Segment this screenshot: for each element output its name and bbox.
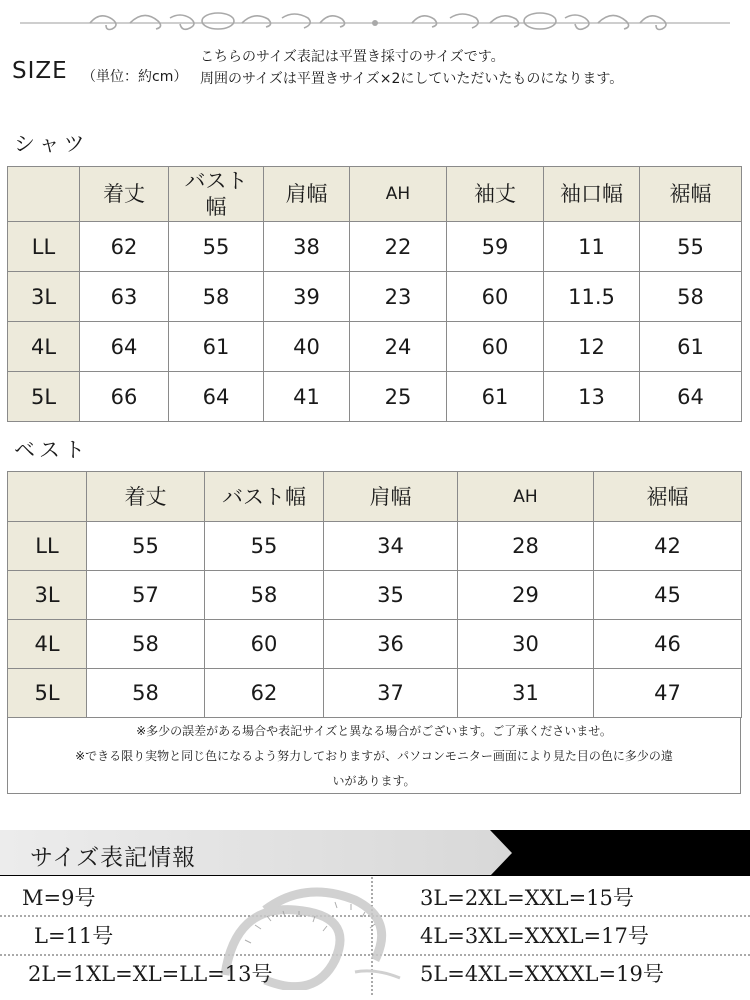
row-size-label: 4L: [8, 322, 80, 372]
table-cell: 60: [447, 272, 544, 322]
table-cell: 41: [264, 372, 350, 422]
table-cell: 55: [640, 222, 742, 272]
size-equivalence: 5L=4XL=XXXXL=19号: [420, 962, 664, 986]
vest-header-row: [8, 472, 742, 522]
table-cell: 66: [80, 372, 169, 422]
table-cell: 64: [640, 372, 742, 422]
table-cell: 58: [640, 272, 742, 322]
table-cell: 28: [458, 522, 594, 571]
col-header: AH: [458, 472, 594, 522]
table-cell: 55: [87, 522, 205, 571]
ornament-divider: [20, 6, 730, 36]
table-cell: 29: [458, 571, 594, 620]
col-header: 着丈: [87, 472, 205, 522]
row-size-label: 3L: [8, 571, 87, 620]
table-row: [8, 372, 742, 422]
table-cell: 61: [169, 322, 264, 372]
shirt-section-title: シャツ: [14, 132, 89, 156]
size-note-line: 周囲のサイズは平置きサイズ×2にしていただいたものになります。: [200, 71, 624, 87]
shirt-size-table: [7, 166, 742, 422]
table-cell: 31: [458, 669, 594, 718]
table-cell: 60: [205, 620, 324, 669]
col-header: AH: [350, 167, 447, 222]
table-cell: 35: [324, 571, 458, 620]
table-cell: 58: [169, 272, 264, 322]
row-size-label: 3L: [8, 272, 80, 322]
disclaimer-notes: [7, 718, 741, 794]
note-line: ※できる限り実物と同じ色になるよう努力しておりますが、パソコンモニター画面により見た目の色に多少の違: [75, 749, 673, 763]
table-cell: 64: [169, 372, 264, 422]
table-cell: 58: [87, 620, 205, 669]
table-row: [8, 272, 742, 322]
table-cell: 63: [80, 272, 169, 322]
size-equivalence: 3L=2XL=XXL=15号: [420, 886, 634, 910]
size-info-section: [0, 830, 750, 1000]
col-header: 裾幅: [640, 167, 742, 222]
table-cell: 38: [264, 222, 350, 272]
table-cell: 12: [544, 322, 640, 372]
row-size-label: LL: [8, 222, 80, 272]
table-cell: 47: [594, 669, 742, 718]
corner-cell: [8, 472, 87, 522]
col-header: 肩幅: [324, 472, 458, 522]
col-header: [169, 167, 264, 222]
table-cell: 57: [87, 571, 205, 620]
size-label: SIZE: [12, 58, 68, 84]
corner-cell: [8, 167, 80, 222]
table-row: [8, 522, 742, 571]
table-row: [8, 669, 742, 718]
table-cell: 62: [80, 222, 169, 272]
table-cell: 55: [205, 522, 324, 571]
table-cell: 61: [447, 372, 544, 422]
note-line: ※多少の誤差がある場合や表記サイズと異なる場合がございます。ご了承くださいませ。: [136, 724, 612, 738]
vest-section-title: ベスト: [14, 438, 89, 462]
table-cell: 59: [447, 222, 544, 272]
vest-size-table: [7, 471, 742, 718]
table-cell: 24: [350, 322, 447, 372]
table-cell: 13: [544, 372, 640, 422]
size-equivalence: L=11号: [34, 924, 114, 948]
table-row: [8, 222, 742, 272]
shirt-header-row: [8, 167, 742, 222]
table-cell: 23: [350, 272, 447, 322]
col-header: 袖丈: [447, 167, 544, 222]
table-cell: 30: [458, 620, 594, 669]
table-cell: 61: [640, 322, 742, 372]
row-size-label: 5L: [8, 669, 87, 718]
table-cell: 64: [80, 322, 169, 372]
table-cell: 36: [324, 620, 458, 669]
size-note-line: こちらのサイズ表記は平置き採寸のサイズです。: [200, 49, 505, 65]
table-cell: 39: [264, 272, 350, 322]
size-info-title: サイズ表記情報: [30, 845, 197, 871]
col-header-line: バスト: [184, 169, 248, 193]
col-header: バスト幅: [205, 472, 324, 522]
table-cell: 34: [324, 522, 458, 571]
table-row: [8, 322, 742, 372]
table-cell: 11.5: [544, 272, 640, 322]
table-cell: 58: [87, 669, 205, 718]
unit-label: （単位：約cm）: [82, 69, 188, 85]
row-size-label: LL: [8, 522, 87, 571]
row-size-label: 4L: [8, 620, 87, 669]
table-cell: 58: [205, 571, 324, 620]
col-header: 裾幅: [594, 472, 742, 522]
table-row: [8, 571, 742, 620]
table-row: [8, 620, 742, 669]
table-cell: 11: [544, 222, 640, 272]
col-header: 袖口幅: [544, 167, 640, 222]
col-header: 肩幅: [264, 167, 350, 222]
table-cell: 62: [205, 669, 324, 718]
table-cell: 45: [594, 571, 742, 620]
table-cell: 37: [324, 669, 458, 718]
table-cell: 40: [264, 322, 350, 372]
col-header: 着丈: [80, 167, 169, 222]
table-cell: 60: [447, 322, 544, 372]
col-header-line: 幅: [205, 195, 227, 219]
size-equivalence: 4L=3XL=XXXL=17号: [420, 924, 649, 948]
table-cell: 46: [594, 620, 742, 669]
note-line: いがあります。: [332, 774, 416, 788]
size-equivalence: 2L=1XL=XL=LL=13号: [28, 962, 273, 986]
table-cell: 22: [350, 222, 447, 272]
table-cell: 42: [594, 522, 742, 571]
table-cell: 25: [350, 372, 447, 422]
table-cell: 55: [169, 222, 264, 272]
row-size-label: 5L: [8, 372, 80, 422]
size-note: [200, 46, 623, 90]
size-equivalence: M=9号: [22, 886, 96, 910]
